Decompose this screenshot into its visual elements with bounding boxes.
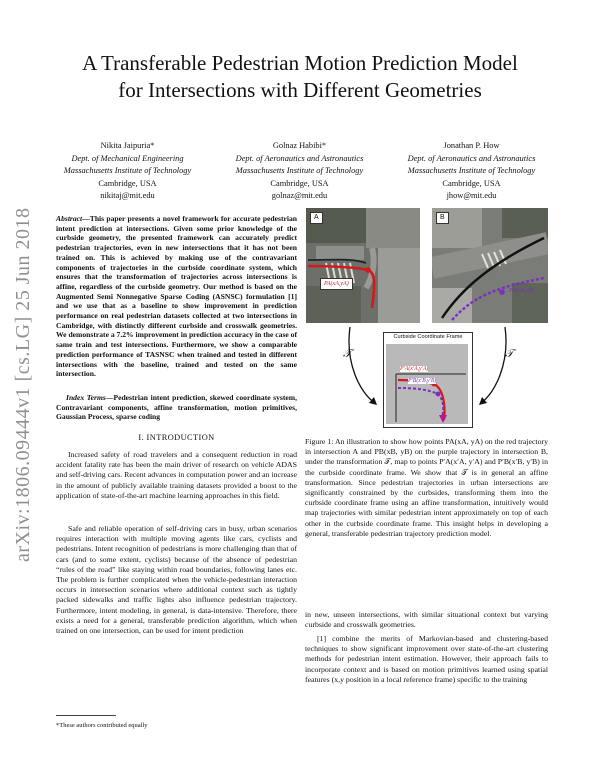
intersection-a-photo <box>306 208 420 323</box>
footnote: *These authors contributed equally <box>56 722 148 729</box>
author-email[interactable]: jhow@mit.edu <box>446 191 497 200</box>
intro-paragraph-2: Safe and reliable operation of self-driving cars in busy, urban scenarios requires interaction with multiple moving agents like cars, cyclists and pedestrians. Intent recognition of pedestrians is more challenging than that of cars (and to some extent, cyclists) because of the absence of pedestrian “rules of the road” like staying within road boundaries, following lanes etc. The problem is further complicated when the vehicle-pedestrian interaction occurs in intersection scenarios where additional context such as tightly packed sidewalks and traffic lights also influence pedestrian trajectory. Furthermore, intent modeling, in general, is data-intensive. Therefore, there exists a need for a general, transferable prediction algorithm, which when trained on one intersection, can be used for intent prediction <box>56 524 297 636</box>
abstract: Abstract—This paper presents a novel framework for accurate pedestrian intent prediction at intersections. Given some prior knowledge of the curbside geometry, the presented framework can accurately predict pedestrian trajectories, even in new intersections that it has not been trained on. This is achieved by making use of the contravariant components of trajectories in the curbside coordinate system, which ensures that the transformation of trajectories across intersections is affine, regardless of the curbside geometry. Our method is based on the Augmented Semi Nonnegative Sparse Coding (ASNSC) formulation [1] and we use that as a baseline to show improvement in prediction performance on real pedestrian datasets collected at two intersections in Cambridge, with distinctly different curbside and crosswalk geometries. We demonstrate a 7.2% improvement in prediction accuracy in the case of same train and test intersections. Furthermore, we show a comparable prediction performance of TASNSC when trained and tested in different intersections with the baseline, trained and tested on the same intersection. <box>56 214 297 379</box>
author-institution: Massachusetts Institute of Technology <box>63 166 192 175</box>
author-block-2 <box>212 140 387 203</box>
section-heading: I. INTRODUCTION <box>138 433 215 442</box>
abstract-text: This paper presents a novel framework for accurate pedestrian intent prediction at intersections. Given some prior knowledge of the curbside geometry, the presented framework can accurately predict pedestrian trajectories, even in new intersections that it has not been trained on. This is achieved by making use of the contravariant components of trajectories in the curbside coordinate system, which ensures that the transformation of trajectories across intersections is affine, regardless of the curbside geometry. Our method is based on the Augmented Semi Nonnegative Sparse Coding (ASNSC) formulation [1] and we use that as a baseline to show improvement in prediction performance on real pedestrian datasets collected at two intersections in Cambridge, with distinctly different curbside and crosswalk geometries. We demonstrate a 7.2% improvement in prediction accuracy in the case of same train and test intersections. Furthermore, we show a comparable prediction performance of TASNSC when trained and tested in different intersections with the baseline, trained and tested on the same intersection. <box>56 214 297 379</box>
panel-b-label: B <box>436 212 449 224</box>
intersection-a-image <box>306 208 420 323</box>
intro-paragraph-1: Increased safety of road travelers and a consequent reduction in road accident fatality rate has been the main driver of research on vehicle ADAS and self-driving cars. Recent advances in computation power and an increase in the amount of publicly available training datasets provided a boost to the application of state-of-the-art machine learning approaches in this field. <box>56 450 297 500</box>
index-terms-label: Index Terms <box>66 393 106 402</box>
index-terms-text: Pedestrian intent prediction, skewed coordinate system, Contravariant components, affine transformation, motion primitives, Gaussian Process, sparse coding <box>56 393 297 422</box>
figure-1 <box>305 208 548 430</box>
author-email[interactable]: golnaz@mit.edu <box>271 191 328 200</box>
title-line-2: for Intersections with Different Geometries <box>118 78 482 102</box>
paper-title <box>40 50 560 104</box>
point-pa-label: PA(xA,yA) <box>320 278 353 290</box>
author-institution: Massachusetts Institute of Technology <box>407 166 536 175</box>
index-terms: Index Terms—Pedestrian intent prediction, skewed coordinate system, Contravariant components, affine transformation, motion primitives, Gaussian Process, sparse coding <box>56 393 297 422</box>
author-block-1 <box>40 140 215 203</box>
panel-a-label: A <box>310 212 323 224</box>
author-dept: Dept. of Aeronautics and Astronautics <box>407 153 536 163</box>
curbside-frame-box <box>383 332 473 428</box>
author-name: Jonathan P. How <box>443 141 500 150</box>
author-name: Nikita Jaipuria* <box>100 141 155 150</box>
footnote-rule <box>56 715 116 716</box>
curbside-frame-title: Curbside Coordinate Frame <box>393 334 463 340</box>
transform-right-label: 𝒯 <box>505 348 514 360</box>
author-city: Cambridge, USA <box>442 178 501 188</box>
point-pa-prime-label: P'A(x'A,y'A) <box>400 366 429 372</box>
right-paragraph-2: [1] combine the merits of Markovian-based and clustering-based techniques to show significant improvement over state-of-the-art clustering methods for pedestrian intent estimation. However, their approach fails to incorporate context and is based on motion primitives learned using spatial features (x,y position in a local reference frame) specific to the training <box>305 634 548 684</box>
author-email[interactable]: nikitaj@mit.edu <box>100 191 155 200</box>
intersection-b-image <box>432 208 548 323</box>
point-pb-label: PB(xB,yB) <box>509 288 535 294</box>
right-paragraph-1: in new, unseen intersections, with similar situational context but varying curbside and crosswalk geometries. <box>305 610 548 630</box>
abstract-label: Abstract <box>56 214 83 223</box>
title-line-1: A Transferable Pedestrian Motion Prediction Model <box>82 51 518 75</box>
author-block-3 <box>384 140 559 203</box>
author-name: Golnaz Habibi* <box>272 141 327 150</box>
author-dept: Dept. of Aeronautics and Astronautics <box>235 153 364 163</box>
author-dept: Dept. of Mechanical Engineering <box>71 153 184 163</box>
transform-left-label: 𝒯 <box>343 348 352 360</box>
point-pb-prime-label: P'B(x'B,y'B) <box>408 378 437 384</box>
author-city: Cambridge, USA <box>270 178 329 188</box>
intersection-b-photo <box>432 208 548 323</box>
curbside-trajectories <box>386 344 468 424</box>
curbside-frame-plot <box>386 344 468 424</box>
figure-caption: Figure 1: An illustration to show how points PA(xA, yA) on the red trajectory in intersection A and PB(xB, yB) on the purple trajectory in intersection B, under the transformation 𝒯, map to points P′A(x′A, y′A) and P′B(x′B, y′B) in the curbside coordinate frame. We show that 𝒯 is in general an affine transformation. Since pedestrian trajectories in urban intersections are significantly constrained by the curbsides, transforming them into the curbside coordinate frame using an affine transformation, intuitively would map trajectories with similar pedestrian intent approximately on top of each other in the curbside coordinate frame. This insight helps in developing a general, transferable pedestrian trajectory prediction model. <box>305 437 548 538</box>
arxiv-id-text: arXiv:1806.09444v1 [cs.LG] 25 Jun 2018 <box>12 207 34 562</box>
arxiv-stamp <box>12 207 34 562</box>
author-institution: Massachusetts Institute of Technology <box>235 166 364 175</box>
author-city: Cambridge, USA <box>98 178 157 188</box>
